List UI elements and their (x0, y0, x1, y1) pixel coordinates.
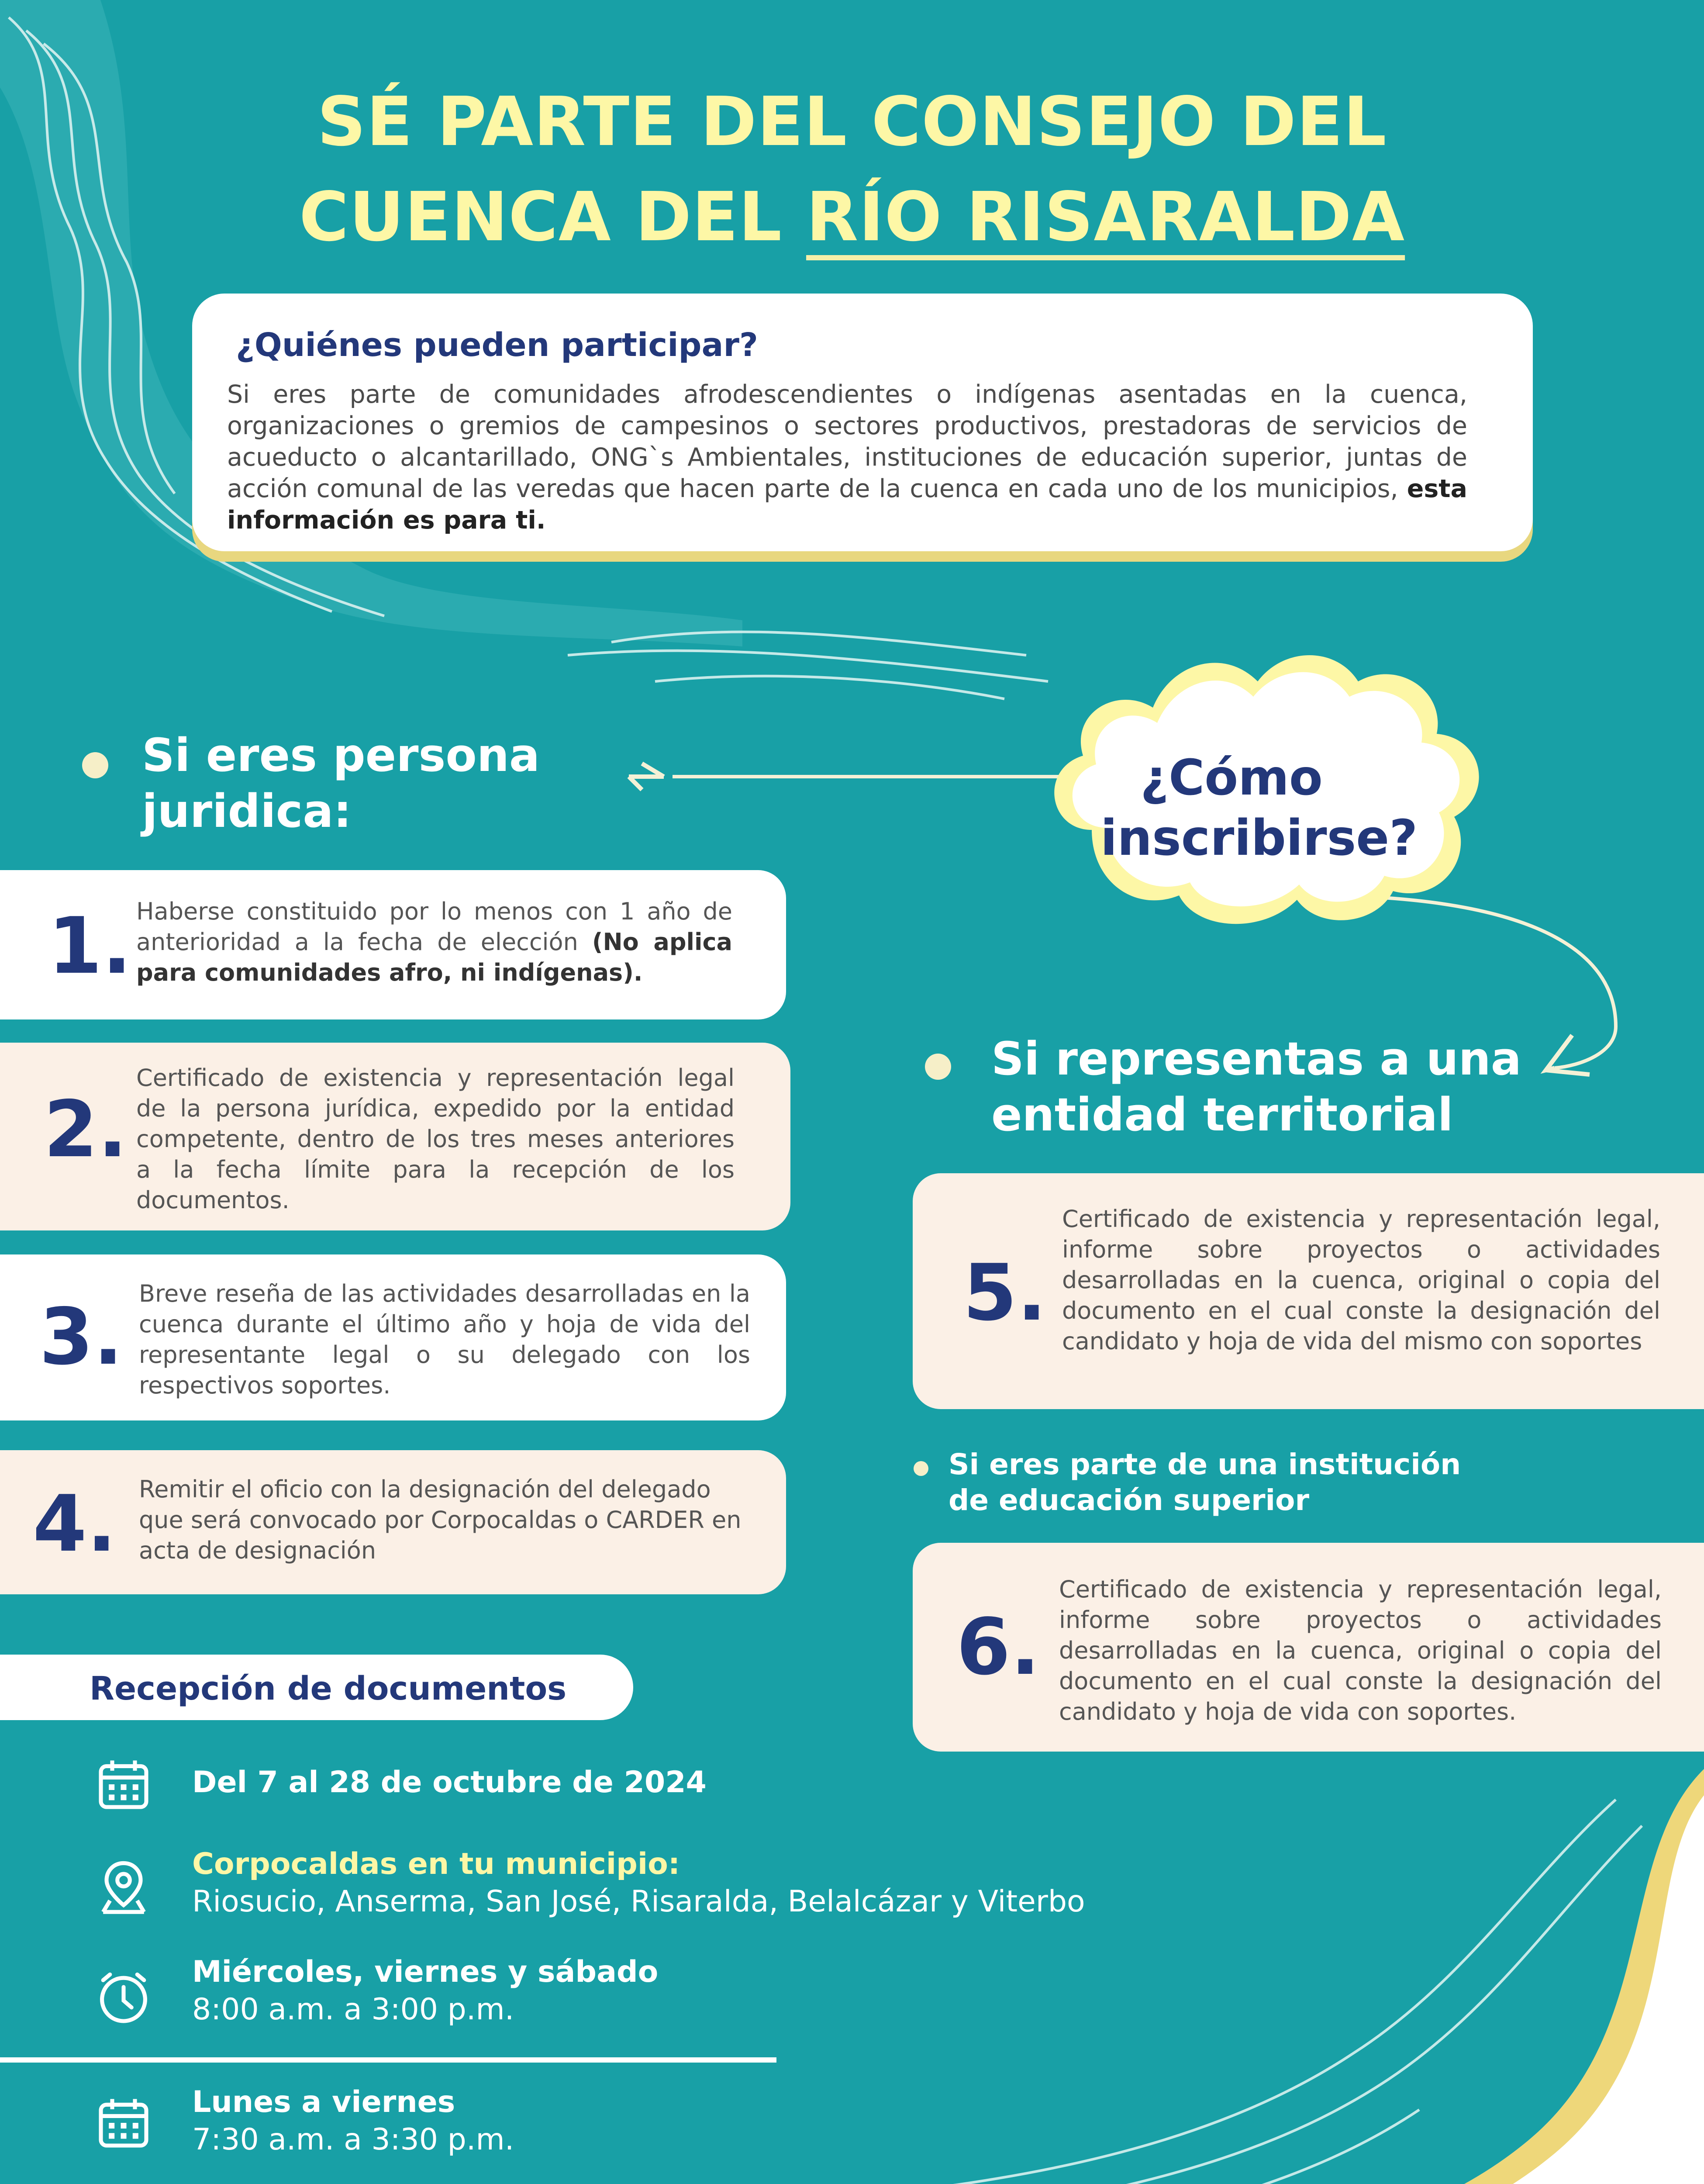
step-1-number: 1. (48, 901, 132, 991)
step-1-text (136, 896, 732, 988)
step-6-text: Certificado de existencia y representación legal, informe sobre proyectos o actividades desarrolladas en la cuenca, original o copia del documento en el cual conste la designación del candidato y hoja de vida con soportes. (1059, 1576, 1662, 1725)
recepcion-schedule-1 (192, 1953, 1240, 2028)
bullet-juridica (82, 752, 108, 778)
step-1-text-bold: (No aplica para comunidades afro, ni indígenas). (136, 928, 732, 986)
step-5-number: 5. (963, 1248, 1047, 1338)
bullet-educacion (914, 1461, 928, 1476)
step-2-text: Certificado de existencia y representación legal de la persona jurídica, expedido por la entidad competente, dentro de los tres meses anteriores a la fecha límite para la recepción de los documentos. (136, 1064, 735, 1214)
step-4-text: Remitir el oficio con la designación del delegado que será convocado por Corpocaldas o CARDER en acta de designación (139, 1476, 742, 1564)
juridica-heading (142, 727, 540, 839)
step-5-text: Certificado de existencia y representación legal, informe sobre proyectos o actividades desarrolladas en la cuenca, original o copia del documento en el cual conste la designación del candidato y hoja de vida del mismo con soportes (1062, 1205, 1660, 1355)
how-to-register (1100, 748, 1418, 868)
recepcion-heading: Recepción de documentos (90, 1670, 567, 1707)
juridica-heading-line-1: Si eres persona (142, 729, 540, 782)
title-river-name: RÍO RISARALDA (806, 177, 1405, 256)
title-line-2-prefix: CUENCA DEL (299, 177, 807, 256)
recepcion-schedule-2 (192, 2084, 1240, 2159)
educacion-heading-line-1: Si eres parte de una institución (949, 1448, 1461, 1481)
schedule-1-days: Miércoles, viernes y sábado (192, 1955, 659, 1989)
section-divider (0, 2057, 776, 2063)
recepcion-pill (0, 1655, 633, 1720)
step-3-card (0, 1254, 786, 1420)
juridica-heading-line-2: juridica: (142, 784, 352, 838)
who-text (227, 379, 1467, 536)
schedule-2-days: Lunes a viernes (192, 2085, 455, 2119)
territorial-heading (991, 1031, 1521, 1143)
municipio-list: Riosucio, Anserma, San José, Risaralda, Belalcázar y Viterbo (192, 1884, 1085, 1919)
schedule-1-hours: 8:00 a.m. a 3:00 p.m. (192, 1992, 514, 2027)
step-3-number: 3. (39, 1292, 123, 1382)
arrow-head-left (629, 764, 664, 790)
step-5-card (913, 1173, 1704, 1409)
arrow-head-down (1546, 1035, 1590, 1075)
clock-icon (95, 1970, 152, 2027)
step-1-text-body: Haberse constituido por lo menos con 1 año de anterioridad a la fecha de elección (136, 898, 732, 956)
step-6-card (913, 1543, 1704, 1752)
recepcion-municipio (192, 1845, 1240, 1921)
step-4-card (0, 1450, 786, 1594)
title-line-1: SÉ PARTE DEL CONSEJO DEL (317, 82, 1387, 161)
recepcion-dates: Del 7 al 28 de octubre de 2024 (192, 1765, 707, 1800)
step-3-text: Breve reseña de las actividades desarrolladas en la cuenca durante el último año y hoja de vida del representante legal o su delegado con los respectivos soportes. (139, 1280, 750, 1399)
educacion-heading-line-2: de educación superior (949, 1483, 1310, 1517)
step-2-number: 2. (44, 1084, 128, 1175)
title-line-2 (0, 169, 1704, 265)
main-title (0, 74, 1704, 265)
schedule-2-hours: 7:30 a.m. a 3:30 p.m. (192, 2122, 514, 2157)
how-line-1: ¿Cómo (1140, 750, 1323, 806)
step-4-number: 4. (33, 1479, 117, 1569)
step-1-card (0, 870, 786, 1019)
step-6-number: 6. (956, 1602, 1040, 1692)
territorial-heading-line-1: Si representas a una (991, 1032, 1521, 1085)
step-2-card (0, 1043, 790, 1230)
territorial-heading-line-2: entidad territorial (991, 1088, 1453, 1141)
who-card (192, 294, 1533, 551)
calendar-icon (95, 1756, 152, 1813)
bullet-territorial (925, 1054, 951, 1080)
location-pin-icon (95, 1859, 152, 1915)
how-line-2: inscribirse? (1100, 810, 1418, 867)
municipio-label: Corpocaldas en tu municipio: (192, 1847, 680, 1881)
who-text-bold: esta información es para ti. (227, 474, 1467, 535)
who-heading: ¿Quiénes pueden participar? (236, 326, 758, 364)
educacion-heading (949, 1447, 1461, 1518)
who-text-body: Si eres parte de comunidades afrodescendientes o indígenas asentadas en la cuenca, organizaciones o gremios de campesinos o sectores productivos, prestadoras de servicios de acueducto o alcantarillado, ONG`s Ambientales, instituciones de educación superior, juntas de acción comunal de las veredas que hacen parte de la cuenca en cada uno de los municipios, (227, 380, 1467, 503)
calendar-icon (95, 2094, 152, 2151)
